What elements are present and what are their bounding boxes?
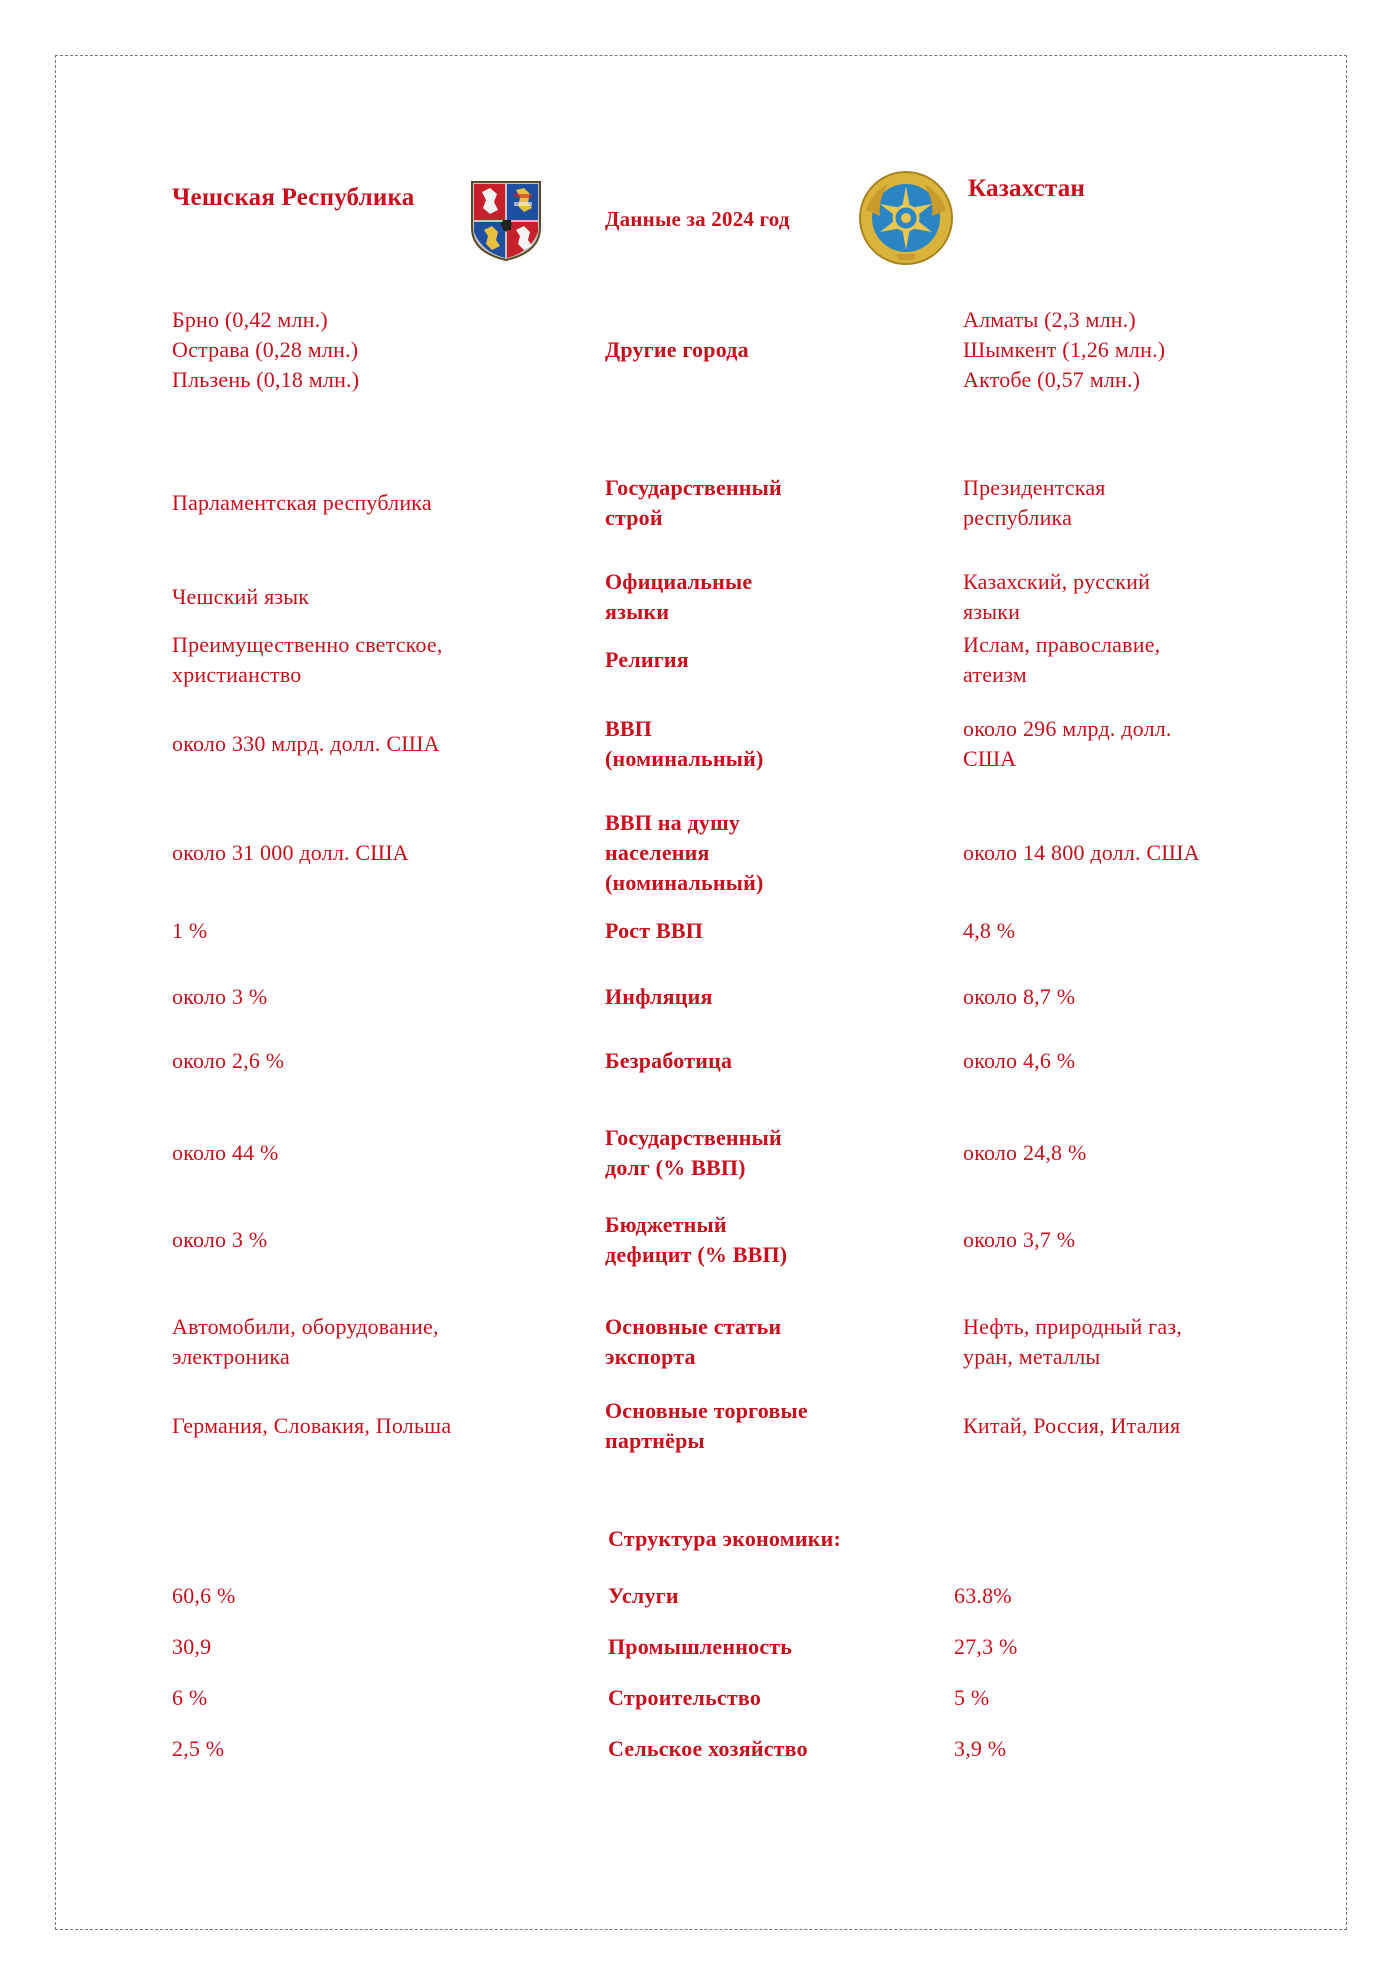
kazakhstan-share: 27,3 %: [954, 1634, 1018, 1659]
text-line: партнёры: [605, 1428, 705, 1453]
text-line: около 2,6 %: [172, 1048, 285, 1073]
list-item: Пльзень (0,18 млн.): [172, 367, 360, 392]
sector-label: Промышленность: [608, 1634, 793, 1659]
text-line: Рост ВВП: [605, 918, 704, 943]
text-line: населения: [605, 840, 710, 865]
text-line: Германия, Словакия, Польша: [172, 1413, 452, 1438]
row-label: [605, 714, 764, 774]
kazakhstan-share: 63.8%: [954, 1583, 1012, 1608]
sector-label: Строительство: [608, 1685, 762, 1710]
row-label: [605, 1046, 732, 1076]
czech-value: [172, 1046, 284, 1076]
text-line: Официальные: [605, 569, 753, 594]
list-item: Шымкент (1,26 млн.): [963, 337, 1166, 362]
list-item: Актобе (0,57 млн.): [963, 367, 1141, 392]
text-line: США: [963, 746, 1017, 771]
czech-value: [172, 1225, 267, 1255]
list-item: Острава (0,28 млн.): [172, 337, 359, 362]
text-line: около 31 000 долл. США: [172, 840, 409, 865]
text-line: около 3 %: [172, 1227, 268, 1252]
text-line: 4,8 %: [963, 918, 1016, 943]
text-line: ВВП: [605, 716, 653, 741]
text-line: уран, металлы: [963, 1344, 1101, 1369]
czech-value: [172, 916, 207, 946]
text-line: около 3,7 %: [963, 1227, 1076, 1252]
text-line: Казахский, русский: [963, 569, 1151, 594]
text-line: около 330 млрд. долл. США: [172, 731, 440, 756]
czech-value: [172, 838, 409, 868]
text-line: Президентская: [963, 475, 1106, 500]
row-label: [605, 1210, 787, 1270]
kazakhstan-share: 3,9 %: [954, 1736, 1007, 1761]
czech-coat-of-arms-icon: [470, 180, 542, 262]
row-label: [605, 808, 764, 898]
czech-value: [172, 1138, 279, 1168]
czech-share: 6 %: [172, 1685, 208, 1710]
kazakhstan-value: [963, 714, 1172, 774]
text-line: около 296 млрд. долл.: [963, 716, 1172, 741]
text-line: 1 %: [172, 918, 208, 943]
row-label: [605, 1312, 781, 1372]
text-line: долг (% ВВП): [605, 1155, 746, 1180]
text-line: Основные торговые: [605, 1398, 808, 1423]
row-label: [605, 1396, 808, 1456]
list-item: Алматы (2,3 млн.): [963, 307, 1136, 332]
text-line: Преимущественно светское,: [172, 632, 443, 657]
text-line: атеизм: [963, 662, 1027, 687]
row-label: [605, 982, 713, 1012]
kazakhstan-value: [963, 1046, 1075, 1076]
text-line: Государственный: [605, 475, 782, 500]
kazakhstan-value: [963, 1411, 1180, 1441]
sector-label: Сельское хозяйство: [608, 1736, 808, 1761]
text-line: Чешский язык: [172, 584, 310, 609]
text-line: около 44 %: [172, 1140, 279, 1165]
text-line: Бюджетный: [605, 1212, 727, 1237]
kazakhstan-value: [963, 630, 1160, 690]
text-line: (номинальный): [605, 746, 764, 771]
row-label: [605, 916, 703, 946]
text-line: Государственный: [605, 1125, 782, 1150]
text-line: около 4,6 %: [963, 1048, 1076, 1073]
text-line: строй: [605, 505, 663, 530]
czech-value: [172, 982, 267, 1012]
row-label: [605, 1123, 782, 1183]
czech-value: [172, 630, 443, 690]
text-line: экспорта: [605, 1344, 696, 1369]
text-line: дефицит (% ВВП): [605, 1242, 788, 1267]
czech-share: 60,6 %: [172, 1583, 236, 1608]
right-cities-list: [963, 305, 1165, 395]
text-line: Ислам, православие,: [963, 632, 1161, 657]
text-line: около 3 %: [172, 984, 268, 1009]
kazakhstan-value: [963, 838, 1200, 868]
text-line: Религия: [605, 647, 689, 672]
text-line: (номинальный): [605, 870, 764, 895]
czech-value: [172, 488, 432, 518]
kazakhstan-value: [963, 916, 1015, 946]
text-line: Нефть, природный газ,: [963, 1314, 1182, 1339]
text-line: республика: [963, 505, 1073, 530]
left-country-title: Чешская Республика: [172, 184, 415, 211]
text-line: Китай, Россия, Италия: [963, 1413, 1181, 1438]
czech-share: 2,5 %: [172, 1736, 225, 1761]
text-line: электроника: [172, 1344, 290, 1369]
kazakhstan-share: 5 %: [954, 1685, 990, 1710]
text-line: около 24,8 %: [963, 1140, 1087, 1165]
text-line: ВВП на душу: [605, 810, 741, 835]
czech-value: [172, 582, 309, 612]
row-label: [605, 645, 689, 675]
kazakhstan-value: [963, 1138, 1087, 1168]
page-subtitle: Данные за 2024 год: [605, 207, 790, 231]
text-line: языки: [605, 599, 670, 624]
cities-label: Другие города: [605, 337, 749, 362]
row-label: [605, 567, 752, 627]
kazakhstan-emblem-icon: [858, 170, 954, 266]
text-line: христианство: [172, 662, 302, 687]
text-line: Парламентская республика: [172, 490, 432, 515]
czech-share: 30,9: [172, 1634, 212, 1659]
kazakhstan-value: [963, 567, 1150, 627]
kazakhstan-value: [963, 1225, 1075, 1255]
text-line: Основные статьи: [605, 1314, 782, 1339]
list-item: Брно (0,42 млн.): [172, 307, 328, 332]
kazakhstan-value: [963, 1312, 1182, 1372]
row-label: [605, 473, 782, 533]
czech-value: [172, 1411, 451, 1441]
structure-title: Структура экономики:: [608, 1526, 842, 1551]
czech-value: [172, 729, 440, 759]
text-line: Автомобили, оборудование,: [172, 1314, 439, 1339]
kazakhstan-value: [963, 473, 1106, 533]
text-line: около 14 800 долл. США: [963, 840, 1200, 865]
text-line: Инфляция: [605, 984, 713, 1009]
kazakhstan-value: [963, 982, 1075, 1012]
right-country-title: Казахстан: [968, 175, 1086, 202]
sector-label: Услуги: [608, 1583, 679, 1608]
text-line: языки: [963, 599, 1021, 624]
text-line: Безработица: [605, 1048, 733, 1073]
text-line: около 8,7 %: [963, 984, 1076, 1009]
left-cities-list: [172, 305, 359, 395]
czech-value: [172, 1312, 439, 1372]
